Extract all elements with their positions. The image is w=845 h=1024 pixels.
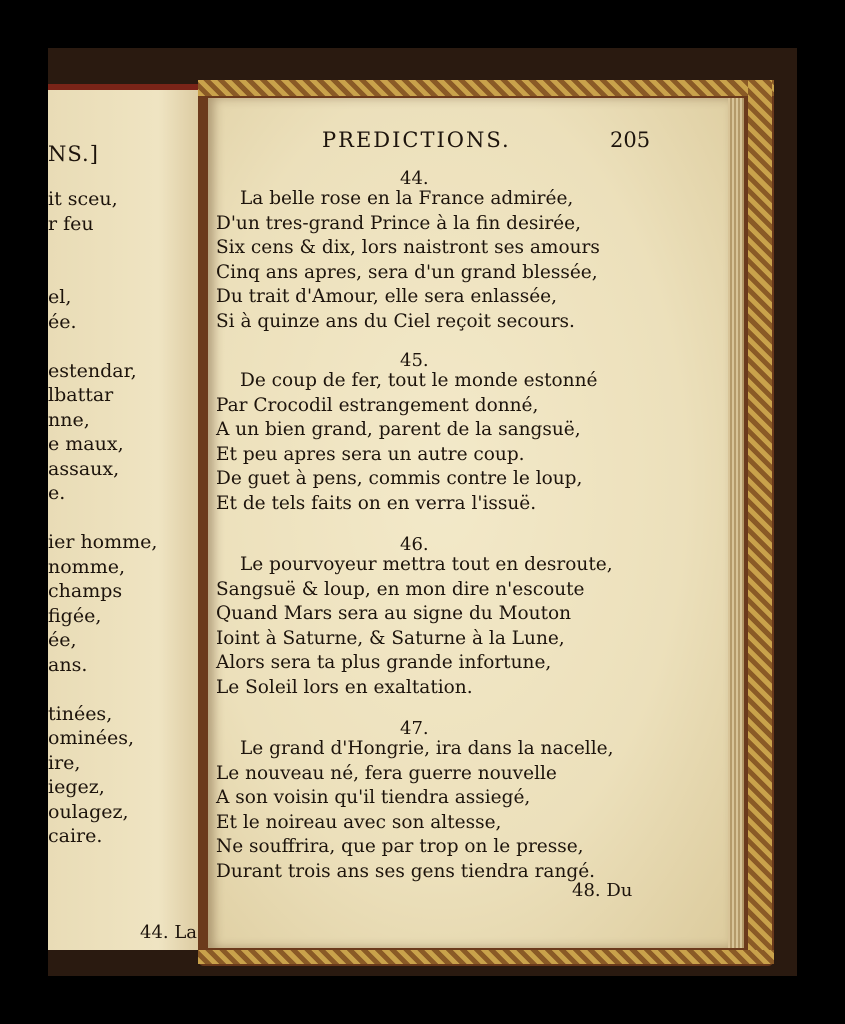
verse-line: Si à quinze ans du Ciel reçoit secours.: [216, 310, 575, 332]
left-page-line: lbattar: [48, 384, 114, 406]
gilt-border-bottom: [198, 950, 774, 964]
left-page-line: oulagez,: [48, 800, 129, 823]
left-page-line: ans.: [48, 653, 88, 676]
left-page-line: iegez,: [48, 776, 105, 798]
verse-line: A un bien grand, parent de la sangsuë,: [216, 419, 581, 440]
verse-line: Et de tels faits on en verra l'issuë.: [216, 492, 537, 514]
verse-line: Et le noireau avec son altesse,: [216, 811, 502, 833]
stanza-number: 46.: [400, 534, 429, 555]
left-page-line: tinées,: [48, 702, 113, 725]
verse-line: Le Soleil lors en exaltation.: [216, 676, 473, 698]
verse-line: Alors sera ta plus grande infortune,: [216, 652, 552, 673]
page-number: 205: [610, 128, 651, 152]
left-page-line: ier homme,: [48, 531, 158, 553]
left-page-line: ée.: [48, 310, 77, 333]
catchword: 48. Du: [572, 880, 633, 901]
verse-line: Six cens & dix, lors naistront ses amours: [216, 237, 600, 258]
verse-line: Sangsuë & loup, en mon dire n'escoute: [216, 578, 585, 600]
left-page-line: nne,: [48, 408, 90, 431]
stanza-number: 44.: [400, 168, 429, 189]
verse-line: Quand Mars sera au signe du Mouton: [216, 603, 572, 624]
gilt-border-right: [748, 80, 772, 964]
verse-line: De coup de fer, tout le monde estonné: [240, 370, 598, 391]
left-catchword: 44. La: [140, 922, 198, 943]
verse-line: Le pourvoyeur mettra tout en desroute,: [240, 554, 613, 575]
left-page-line: caire.: [48, 825, 103, 847]
verse-line: Ioint à Saturne, & Saturne à la Lune,: [216, 627, 565, 649]
verse-line: De guet à pens, commis contre le loup,: [216, 468, 583, 489]
left-page-line: e.: [48, 482, 66, 504]
book-photo: [48, 48, 797, 976]
verse-line: Du trait d'Amour, elle sera enlassée,: [216, 286, 558, 307]
left-running-title: NS.]: [48, 142, 99, 166]
left-page-line: estendar,: [48, 359, 137, 382]
left-page-line: ominées,: [48, 727, 135, 749]
left-page-line: e maux,: [48, 433, 124, 455]
verse-line: Cinq ans apres, sera d'un grand blessée,: [216, 261, 598, 283]
left-page: [48, 90, 206, 950]
left-page-line: ire,: [48, 751, 81, 774]
left-page-line: it sceu,: [48, 188, 118, 210]
stanza-number: 47.: [400, 718, 429, 739]
verse-line: Le grand d'Hongrie, ira dans la nacelle,: [240, 738, 614, 759]
left-page-line: nomme,: [48, 555, 125, 578]
left-page-line: ée,: [48, 629, 77, 651]
left-page-line: champs: [48, 580, 123, 602]
left-page-line: figée,: [48, 604, 102, 627]
gilt-border-top: [198, 80, 774, 96]
verse-line: Ne souffrira, que par trop on le presse,: [216, 836, 584, 857]
verse-line: Durant trois ans ses gens tiendra rangé.: [216, 860, 596, 882]
verse-line: Et peu apres sera un autre coup.: [216, 443, 525, 465]
verse-line: Par Crocodil estrangement donné,: [216, 394, 539, 416]
verse-line: D'un tres-grand Prince à la fin desirée,: [216, 212, 581, 234]
left-page-line: assaux,: [48, 457, 120, 480]
stanza-number: 45.: [400, 350, 429, 371]
verse-line: Le nouveau né, fera guerre nouvelle: [216, 762, 557, 784]
left-page-line: el,: [48, 286, 72, 308]
verse-line: A son voisin qu'il tiendra assiegé,: [216, 787, 531, 808]
running-title: PREDICTIONS.: [322, 128, 511, 152]
left-page-line: r feu: [48, 212, 94, 235]
verse-line: La belle rose en la France admirée,: [240, 188, 574, 209]
